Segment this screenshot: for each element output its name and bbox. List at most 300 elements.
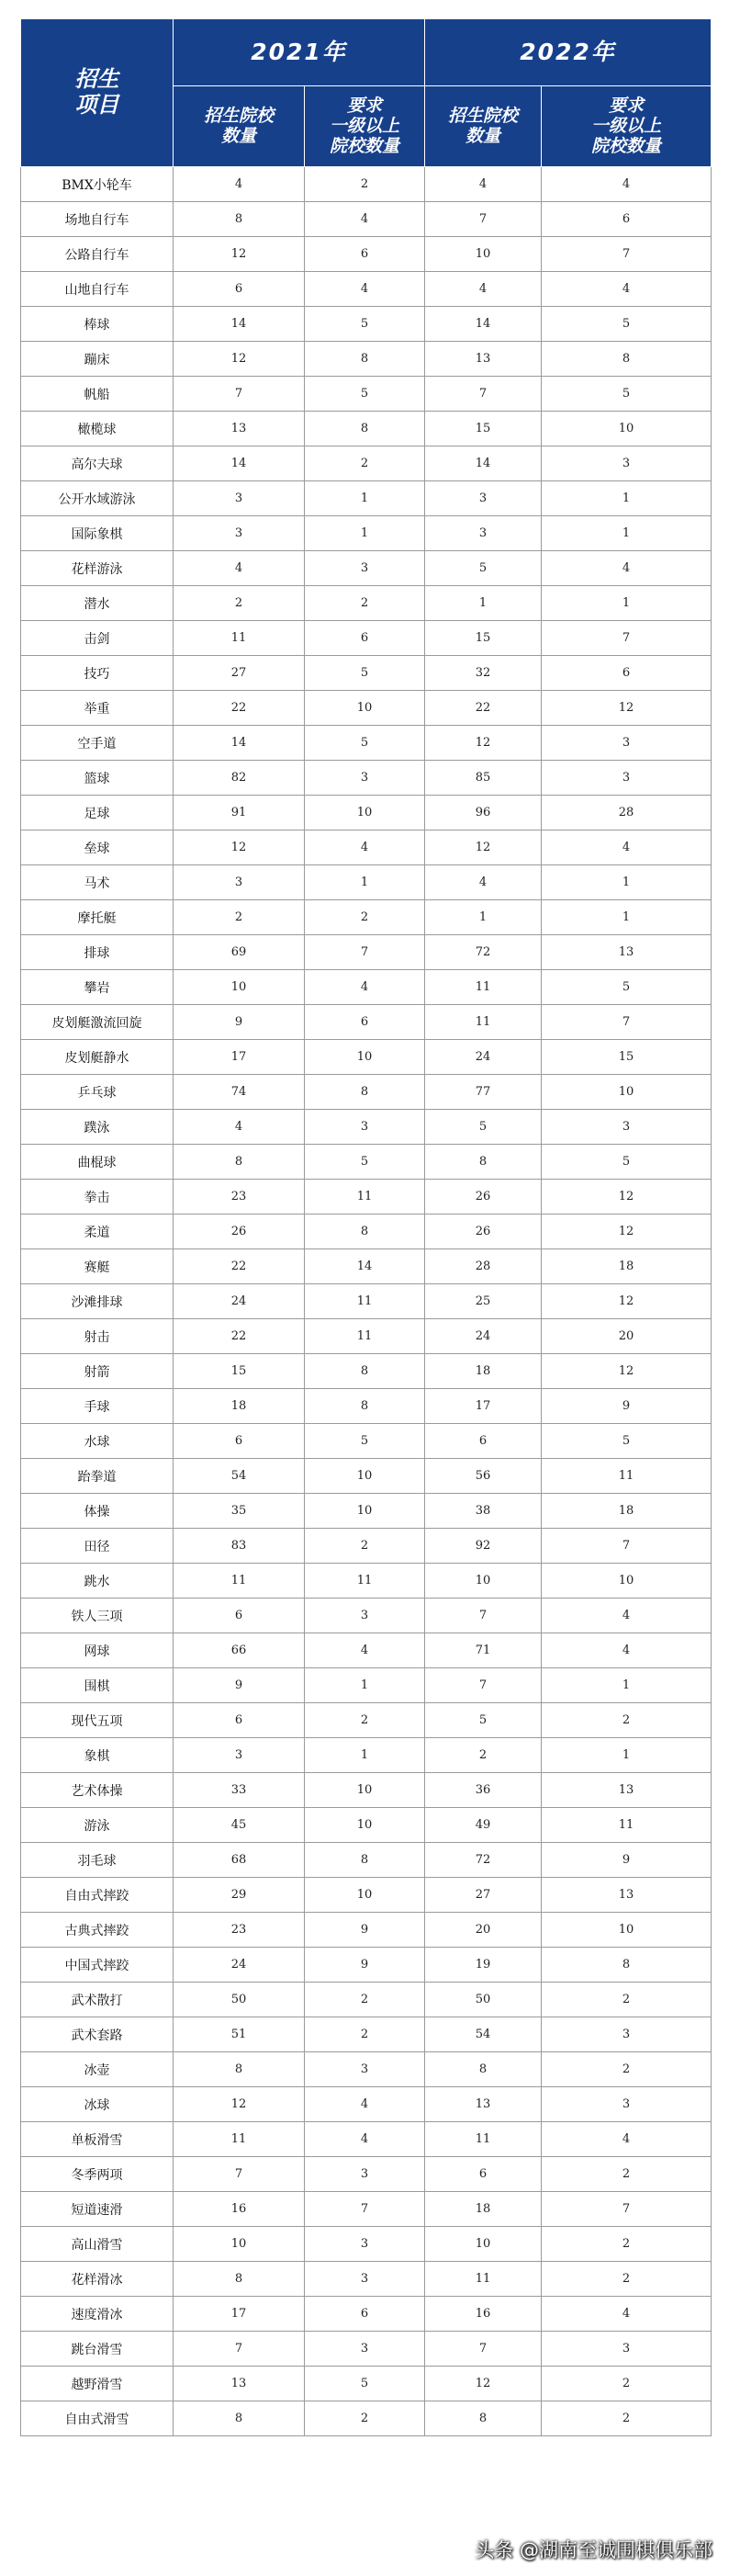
sport-name-cell: 马术 — [21, 865, 174, 900]
schools-2021-cell: 8 — [174, 2262, 305, 2297]
schools-2022-cell: 26 — [425, 1180, 542, 1215]
level-2021-cell: 2 — [305, 586, 425, 621]
level-2022-cell: 11 — [542, 1808, 712, 1843]
sport-name-cell: 花样游泳 — [21, 551, 174, 586]
schools-2022-cell: 20 — [425, 1913, 542, 1948]
sport-name-cell: 冰壶 — [21, 2052, 174, 2087]
schools-2021-cell: 66 — [174, 1633, 305, 1668]
level-2022-cell: 3 — [542, 2017, 712, 2052]
schools-2021-cell: 17 — [174, 2297, 305, 2332]
schools-2022-cell: 85 — [425, 761, 542, 796]
schools-2022-cell: 13 — [425, 342, 542, 377]
sport-name-cell: 垒球 — [21, 830, 174, 865]
table-row — [21, 2401, 712, 2436]
level-2021-cell: 8 — [305, 1389, 425, 1424]
level-2022-cell: 1 — [542, 900, 712, 935]
level-2022-cell: 3 — [542, 761, 712, 796]
sport-name-cell: 中国式摔跤 — [21, 1948, 174, 1983]
sport-name-cell: 手球 — [21, 1389, 174, 1424]
schools-2021-cell: 22 — [174, 1249, 305, 1284]
level-schools-header-2021: 要求 一级以上 院校数量 — [305, 86, 425, 167]
table-row — [21, 586, 712, 621]
level-2021-cell: 11 — [305, 1284, 425, 1319]
schools-2022-cell: 38 — [425, 1494, 542, 1529]
sport-name-cell: 公路自行车 — [21, 237, 174, 272]
level-2022-cell: 2 — [542, 2401, 712, 2436]
table-row — [21, 1249, 712, 1284]
level-2021-cell: 11 — [305, 1319, 425, 1354]
level-2021-cell: 5 — [305, 656, 425, 691]
schools-2022-cell: 10 — [425, 2227, 542, 2262]
schools-2021-cell: 9 — [174, 1005, 305, 1040]
schools-2021-cell: 35 — [174, 1494, 305, 1529]
table-row — [21, 1808, 712, 1843]
schools-2022-cell: 6 — [425, 1424, 542, 1459]
schools-2021-cell: 8 — [174, 2052, 305, 2087]
sport-name-cell: 蹦床 — [21, 342, 174, 377]
table-row — [21, 551, 712, 586]
table-row — [21, 900, 712, 935]
schools-2022-cell: 24 — [425, 1040, 542, 1075]
schools-2022-cell: 72 — [425, 935, 542, 970]
sport-name-cell: 棒球 — [21, 307, 174, 342]
level-2021-cell: 3 — [305, 1110, 425, 1145]
table-row — [21, 516, 712, 551]
level-2022-cell: 13 — [542, 1878, 712, 1913]
level-2022-cell: 4 — [542, 1599, 712, 1633]
table-row — [21, 2157, 712, 2192]
table-row — [21, 1843, 712, 1878]
level-2022-cell: 7 — [542, 237, 712, 272]
table-row — [21, 1983, 712, 2017]
level-2022-cell: 5 — [542, 970, 712, 1005]
schools-2022-cell: 36 — [425, 1773, 542, 1808]
sport-name-cell: 蹼泳 — [21, 1110, 174, 1145]
level-2021-cell: 5 — [305, 1145, 425, 1180]
level-2021-cell: 7 — [305, 935, 425, 970]
level-2021-cell: 4 — [305, 1633, 425, 1668]
level-2021-cell: 2 — [305, 167, 425, 202]
schools-2021-cell: 51 — [174, 2017, 305, 2052]
schools-2021-cell: 23 — [174, 1180, 305, 1215]
schools-2022-cell: 27 — [425, 1878, 542, 1913]
schools-2021-cell: 13 — [174, 412, 305, 446]
schools-2022-cell: 8 — [425, 2052, 542, 2087]
level-2022-cell: 2 — [542, 1983, 712, 2017]
schools-2022-cell: 7 — [425, 1668, 542, 1703]
schools-2022-cell: 5 — [425, 551, 542, 586]
level-2021-cell: 4 — [305, 272, 425, 307]
level-2021-cell: 10 — [305, 1494, 425, 1529]
sport-name-cell: 象棋 — [21, 1738, 174, 1773]
sport-name-cell: 铁人三项 — [21, 1599, 174, 1633]
table-row — [21, 167, 712, 202]
table-row — [21, 1424, 712, 1459]
sport-name-cell: 围棋 — [21, 1668, 174, 1703]
table-row — [21, 2227, 712, 2262]
table-row — [21, 1005, 712, 1040]
sport-name-cell: 现代五项 — [21, 1703, 174, 1738]
table-row — [21, 272, 712, 307]
table-row — [21, 726, 712, 761]
level-2022-cell: 11 — [542, 1459, 712, 1494]
table-row — [21, 2052, 712, 2087]
table-row — [21, 1180, 712, 1215]
sport-name-cell: 沙滩排球 — [21, 1284, 174, 1319]
level-2021-cell: 5 — [305, 377, 425, 412]
level-2022-cell: 12 — [542, 1180, 712, 1215]
sport-name-cell: 跆拳道 — [21, 1459, 174, 1494]
sport-name-cell: 足球 — [21, 796, 174, 830]
schools-2021-cell: 6 — [174, 1424, 305, 1459]
sport-name-cell: 花样滑冰 — [21, 2262, 174, 2297]
level-2021-cell: 10 — [305, 1459, 425, 1494]
sport-name-cell: 田径 — [21, 1529, 174, 1564]
table-row — [21, 865, 712, 900]
schools-2022-cell: 4 — [425, 167, 542, 202]
table-row — [21, 1564, 712, 1599]
schools-2022-cell: 22 — [425, 691, 542, 726]
sport-name-cell: 乒乓球 — [21, 1075, 174, 1110]
schools-2022-cell: 54 — [425, 2017, 542, 2052]
level-2021-cell: 10 — [305, 1773, 425, 1808]
schools-2021-cell: 12 — [174, 2087, 305, 2122]
level-2021-cell: 4 — [305, 970, 425, 1005]
level-2022-cell: 9 — [542, 1389, 712, 1424]
sport-name-cell: 羽毛球 — [21, 1843, 174, 1878]
table-row — [21, 1319, 712, 1354]
schools-2022-cell: 19 — [425, 1948, 542, 1983]
schools-2022-cell: 8 — [425, 2401, 542, 2436]
level-2022-cell: 15 — [542, 1040, 712, 1075]
level-2021-cell: 3 — [305, 2262, 425, 2297]
level-2021-cell: 2 — [305, 1529, 425, 1564]
schools-2022-cell: 56 — [425, 1459, 542, 1494]
schools-2021-cell: 45 — [174, 1808, 305, 1843]
sport-name-cell: 拳击 — [21, 1180, 174, 1215]
enrollment-table-sheet — [20, 18, 711, 2436]
schools-2022-cell: 4 — [425, 272, 542, 307]
sport-name-cell: 武术套路 — [21, 2017, 174, 2052]
level-2021-cell: 4 — [305, 2087, 425, 2122]
level-2022-cell: 2 — [542, 1703, 712, 1738]
schools-2021-cell: 91 — [174, 796, 305, 830]
level-2021-cell: 14 — [305, 1249, 425, 1284]
level-2022-cell: 8 — [542, 1948, 712, 1983]
schools-2022-cell: 18 — [425, 1354, 542, 1389]
level-2022-cell: 5 — [542, 307, 712, 342]
schools-2021-cell: 12 — [174, 237, 305, 272]
sport-name-cell: 赛艇 — [21, 1249, 174, 1284]
schools-2021-cell: 4 — [174, 167, 305, 202]
table-row — [21, 2017, 712, 2052]
sport-name-cell: 潜水 — [21, 586, 174, 621]
sport-name-cell: 场地自行车 — [21, 202, 174, 237]
schools-2021-cell: 3 — [174, 516, 305, 551]
level-2022-cell: 2 — [542, 2227, 712, 2262]
table-row — [21, 1913, 712, 1948]
schools-2021-cell: 6 — [174, 272, 305, 307]
sport-name-cell: 冰球 — [21, 2087, 174, 2122]
table-row — [21, 481, 712, 516]
level-2021-cell: 9 — [305, 1948, 425, 1983]
level-2022-cell: 12 — [542, 1284, 712, 1319]
schools-2021-cell: 7 — [174, 377, 305, 412]
table-row — [21, 1215, 712, 1249]
schools-2021-cell: 14 — [174, 446, 305, 481]
sport-name-cell: 网球 — [21, 1633, 174, 1668]
schools-2021-cell: 69 — [174, 935, 305, 970]
sport-name-cell: 柔道 — [21, 1215, 174, 1249]
level-2021-cell: 2 — [305, 1983, 425, 2017]
level-2021-cell: 2 — [305, 1703, 425, 1738]
level-2021-cell: 2 — [305, 900, 425, 935]
level-2022-cell: 4 — [542, 167, 712, 202]
table-row — [21, 1948, 712, 1983]
schools-2022-cell: 92 — [425, 1529, 542, 1564]
level-2022-cell: 5 — [542, 377, 712, 412]
table-row — [21, 2122, 712, 2157]
table-row — [21, 621, 712, 656]
schools-2021-cell: 10 — [174, 2227, 305, 2262]
schools-2021-cell: 11 — [174, 2122, 305, 2157]
sport-name-cell: 空手道 — [21, 726, 174, 761]
level-2021-cell: 5 — [305, 307, 425, 342]
level-2022-cell: 6 — [542, 202, 712, 237]
sport-name-cell: 跳台滑雪 — [21, 2332, 174, 2367]
schools-2021-cell: 13 — [174, 2367, 305, 2401]
table-row — [21, 691, 712, 726]
level-2021-cell: 3 — [305, 2227, 425, 2262]
level-2022-cell: 18 — [542, 1249, 712, 1284]
level-2021-cell: 4 — [305, 830, 425, 865]
level-2021-cell: 8 — [305, 412, 425, 446]
sport-name-cell: 自由式摔跤 — [21, 1878, 174, 1913]
schools-2021-cell: 14 — [174, 307, 305, 342]
level-2022-cell: 1 — [542, 1738, 712, 1773]
schools-2022-cell: 3 — [425, 516, 542, 551]
table-row — [21, 237, 712, 272]
sport-name-cell: 古典式摔跤 — [21, 1913, 174, 1948]
schools-2021-cell: 8 — [174, 202, 305, 237]
schools-2022-cell: 25 — [425, 1284, 542, 1319]
schools-2022-cell: 13 — [425, 2087, 542, 2122]
level-2021-cell: 6 — [305, 1005, 425, 1040]
level-2021-cell: 3 — [305, 2157, 425, 2192]
table-row — [21, 1703, 712, 1738]
sport-name-cell: 举重 — [21, 691, 174, 726]
level-2021-cell: 3 — [305, 2052, 425, 2087]
schools-2021-cell: 29 — [174, 1878, 305, 1913]
schools-2021-cell: 15 — [174, 1354, 305, 1389]
level-2021-cell: 9 — [305, 1913, 425, 1948]
schools-2022-cell: 11 — [425, 970, 542, 1005]
schools-2021-cell: 68 — [174, 1843, 305, 1878]
level-2022-cell: 3 — [542, 2332, 712, 2367]
sport-name-cell: 橄榄球 — [21, 412, 174, 446]
level-2021-cell: 5 — [305, 726, 425, 761]
level-2022-cell: 8 — [542, 342, 712, 377]
schools-2022-cell: 15 — [425, 621, 542, 656]
sport-name-cell: 射击 — [21, 1319, 174, 1354]
schools-2022-cell: 2 — [425, 1738, 542, 1773]
table-row — [21, 761, 712, 796]
level-2022-cell: 1 — [542, 1668, 712, 1703]
level-2021-cell: 3 — [305, 1599, 425, 1633]
schools-2021-cell: 17 — [174, 1040, 305, 1075]
table-row — [21, 1075, 712, 1110]
level-2022-cell: 28 — [542, 796, 712, 830]
table-row — [21, 1599, 712, 1633]
sport-name-cell: 短道速滑 — [21, 2192, 174, 2227]
schools-2021-cell: 8 — [174, 2401, 305, 2436]
level-2022-cell: 7 — [542, 2192, 712, 2227]
sport-name-cell: 摩托艇 — [21, 900, 174, 935]
level-2022-cell: 10 — [542, 1564, 712, 1599]
sport-name-cell: 水球 — [21, 1424, 174, 1459]
schools-2022-cell: 7 — [425, 377, 542, 412]
table-row — [21, 935, 712, 970]
level-2022-cell: 1 — [542, 481, 712, 516]
schools-2022-cell: 77 — [425, 1075, 542, 1110]
schools-2022-cell: 24 — [425, 1319, 542, 1354]
table-row — [21, 796, 712, 830]
schools-2021-cell: 12 — [174, 830, 305, 865]
schools-2022-cell: 12 — [425, 2367, 542, 2401]
schools-2021-cell: 16 — [174, 2192, 305, 2227]
level-2022-cell: 3 — [542, 2087, 712, 2122]
sport-name-cell: BMX小轮车 — [21, 167, 174, 202]
sport-name-cell: 体操 — [21, 1494, 174, 1529]
schools-2021-cell: 2 — [174, 900, 305, 935]
schools-2022-cell: 18 — [425, 2192, 542, 2227]
schools-2021-cell: 3 — [174, 481, 305, 516]
level-2021-cell: 3 — [305, 761, 425, 796]
schools-2022-cell: 7 — [425, 1599, 542, 1633]
level-2022-cell: 4 — [542, 2297, 712, 2332]
schools-2022-cell: 5 — [425, 1110, 542, 1145]
year-2021-header: 2021年 — [174, 19, 425, 86]
table-row — [21, 1145, 712, 1180]
level-2022-cell: 4 — [542, 1633, 712, 1668]
enrollment-table — [20, 18, 712, 2436]
schools-2021-cell: 10 — [174, 970, 305, 1005]
schools-2022-cell: 6 — [425, 2157, 542, 2192]
level-2022-cell: 2 — [542, 2157, 712, 2192]
table-row — [21, 1354, 712, 1389]
sport-name-cell: 单板滑雪 — [21, 2122, 174, 2157]
schools-2022-cell: 12 — [425, 830, 542, 865]
level-2022-cell: 10 — [542, 1913, 712, 1948]
level-2022-cell: 1 — [542, 865, 712, 900]
sport-name-cell: 国际象棋 — [21, 516, 174, 551]
level-2021-cell: 7 — [305, 2192, 425, 2227]
table-row — [21, 446, 712, 481]
schools-2021-cell: 33 — [174, 1773, 305, 1808]
schools-2021-cell: 26 — [174, 1215, 305, 1249]
schools-2022-cell: 1 — [425, 900, 542, 935]
level-2021-cell: 1 — [305, 481, 425, 516]
level-2021-cell: 8 — [305, 342, 425, 377]
schools-2021-cell: 6 — [174, 1599, 305, 1633]
sport-name-cell: 高尔夫球 — [21, 446, 174, 481]
table-row — [21, 342, 712, 377]
level-2022-cell: 1 — [542, 586, 712, 621]
project-header-label: 招生 项目 — [74, 66, 119, 118]
level-2022-cell: 9 — [542, 1843, 712, 1878]
sport-name-cell: 曲棍球 — [21, 1145, 174, 1180]
schools-2022-cell: 7 — [425, 202, 542, 237]
schools-2022-cell: 32 — [425, 656, 542, 691]
level-2021-cell: 1 — [305, 1668, 425, 1703]
schools-count-header-2022: 招生院校 数量 — [425, 86, 542, 167]
sport-name-cell: 自由式滑雪 — [21, 2401, 174, 2436]
project-header — [21, 19, 174, 167]
schools-2021-cell: 18 — [174, 1389, 305, 1424]
sport-name-cell: 皮划艇静水 — [21, 1040, 174, 1075]
schools-2022-cell: 7 — [425, 2332, 542, 2367]
level-2021-cell: 10 — [305, 691, 425, 726]
level-2022-cell: 7 — [542, 621, 712, 656]
schools-2022-cell: 26 — [425, 1215, 542, 1249]
sport-name-cell: 游泳 — [21, 1808, 174, 1843]
schools-2022-cell: 96 — [425, 796, 542, 830]
level-2021-cell: 11 — [305, 1564, 425, 1599]
schools-2021-cell: 3 — [174, 865, 305, 900]
schools-2021-cell: 6 — [174, 1703, 305, 1738]
sport-name-cell: 技巧 — [21, 656, 174, 691]
schools-2021-cell: 12 — [174, 342, 305, 377]
sport-name-cell: 艺术体操 — [21, 1773, 174, 1808]
schools-2021-cell: 8 — [174, 1145, 305, 1180]
level-2021-cell: 10 — [305, 796, 425, 830]
sport-name-cell: 越野滑雪 — [21, 2367, 174, 2401]
level-2021-cell: 8 — [305, 1354, 425, 1389]
level-2022-cell: 4 — [542, 830, 712, 865]
sport-name-cell: 公开水域游泳 — [21, 481, 174, 516]
level-2022-cell: 18 — [542, 1494, 712, 1529]
level-2022-cell: 6 — [542, 656, 712, 691]
schools-2022-cell: 11 — [425, 2262, 542, 2297]
sport-name-cell: 篮球 — [21, 761, 174, 796]
schools-2021-cell: 54 — [174, 1459, 305, 1494]
level-2021-cell: 5 — [305, 1424, 425, 1459]
table-row — [21, 377, 712, 412]
sport-name-cell: 皮划艇激流回旋 — [21, 1005, 174, 1040]
table-row — [21, 1459, 712, 1494]
table-row — [21, 307, 712, 342]
level-2022-cell: 10 — [542, 1075, 712, 1110]
schools-2021-cell: 22 — [174, 691, 305, 726]
schools-2021-cell: 50 — [174, 1983, 305, 2017]
table-row — [21, 1494, 712, 1529]
level-2022-cell: 3 — [542, 726, 712, 761]
table-row — [21, 1878, 712, 1913]
schools-2022-cell: 11 — [425, 2122, 542, 2157]
schools-2022-cell: 28 — [425, 1249, 542, 1284]
level-2021-cell: 6 — [305, 2297, 425, 2332]
table-row — [21, 2087, 712, 2122]
schools-2022-cell: 10 — [425, 1564, 542, 1599]
table-row — [21, 1773, 712, 1808]
level-2021-cell: 1 — [305, 865, 425, 900]
level-2022-cell: 5 — [542, 1145, 712, 1180]
schools-2022-cell: 11 — [425, 1005, 542, 1040]
level-2022-cell: 7 — [542, 1529, 712, 1564]
sport-name-cell: 高山滑雪 — [21, 2227, 174, 2262]
table-row — [21, 1040, 712, 1075]
schools-2021-cell: 22 — [174, 1319, 305, 1354]
